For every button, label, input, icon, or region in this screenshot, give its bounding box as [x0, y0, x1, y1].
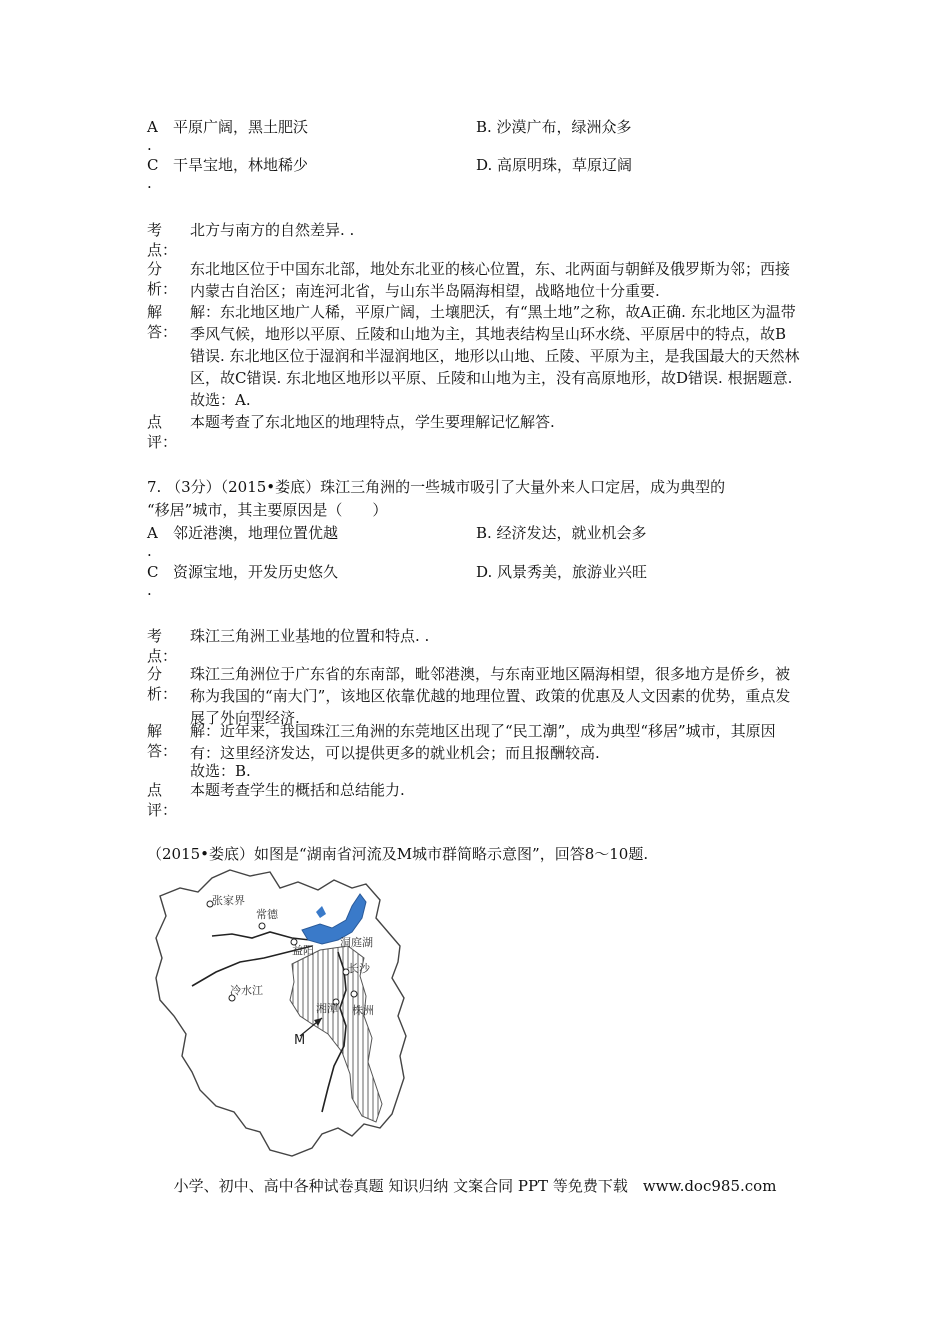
dianping-text: 本题考查了东北地区的地理特点，学生要理解记忆解答. [190, 413, 555, 431]
jieda-label: 解答： [147, 303, 178, 341]
kaodian-text: 珠江三角洲工业基地的位置和特点. . [190, 627, 430, 645]
jieda-text: 解：东北地区地广人稀，平原广阔，土壤肥沃，有“黑土地”之称，故A正确. 东北地区为温带季风气候，地形以平原、丘陵和山地为主，其地表结构呈山环水绕、平原居中的特点，故B错误. 东北地区位于湿润和半湿润地区，地形以山地、丘陵、平原为主，是我国最大的天然林区，故C错误. 东北地区地形以平原、丘陵和山地为主，没有高原地形，故D错误. 根据题意. [190, 303, 800, 387]
dianping-text: 本题考查学生的概括和总结能力. [190, 781, 405, 799]
hunan-river-map [152, 866, 414, 1162]
jieda-text: 解：近年来，我国珠江三角洲的东莞地区出现了“民工潮”，成为典型“移居”城市，其原因有：这里经济发达，可以提供更多的就业机会；而且报酬较高. [190, 722, 776, 762]
option-dot: . [147, 174, 152, 192]
dianping-label: 点评： [147, 781, 178, 819]
jieda-label: 解答： [147, 722, 178, 760]
page-footer: 小学、初中、高中各种试卷真题 知识归纳 文案合同 PPT 等免费下载 www.doc985.com [173, 1177, 777, 1195]
fenxi-label: 分析： [147, 665, 178, 703]
question-7-stem-line1: 7. （3分）（2015•娄底）珠江三角洲的一些城市吸引了大量外来人口定居，成为典型的 [147, 478, 726, 496]
option-d: D. 风景秀美，旅游业兴旺 [476, 563, 648, 581]
label-xiangtan: 湘潭 [316, 1002, 338, 1015]
question-7-stem-line2: “移居”城市，其主要原因是（ ） [147, 501, 388, 519]
map-question-intro: （2015•娄底）如图是“湖南省河流及M城市群简略示意图”，回答8～10题. [147, 845, 649, 863]
label-changsha: 长沙 [348, 962, 370, 975]
option-d: D. 高原明珠，草原辽阔 [476, 156, 633, 174]
option-b: B. 经济发达，就业机会多 [476, 524, 647, 542]
option-c-letter: C [147, 563, 159, 581]
option-c: 干旱宝地，林地稀少 [173, 156, 309, 174]
kaodian-label: 考点： [147, 221, 178, 259]
option-a: 邻近港澳，地理位置优越 [173, 524, 339, 542]
option-a-letter: A [147, 118, 158, 136]
lake-small [316, 906, 326, 918]
label-lengshuijiang: 冷水江 [230, 984, 263, 997]
option-a-letter: A [147, 524, 158, 542]
label-dongtinghu: 洞庭湖 [340, 936, 373, 949]
city-marker-zhuzhou [351, 991, 357, 997]
option-a: 平原广阔，黑土肥沃 [173, 118, 309, 136]
dianping-label: 点评： [147, 413, 178, 451]
label-m: M [294, 1033, 306, 1048]
answer-choice: 故选：A. [190, 391, 251, 409]
option-c: 资源宝地，开发历史悠久 [173, 563, 339, 581]
fenxi-text: 东北地区位于中国东北部，地处东北亚的核心位置，东、北两面与朝鲜及俄罗斯为邻；西接内蒙古自治区；南连河北省，与山东半岛隔海相望，战略地位十分重要. [190, 260, 791, 300]
kaodian-text: 北方与南方的自然差异. . [190, 221, 355, 239]
label-zhuzhou: 株洲 [352, 1004, 374, 1017]
option-dot: . [147, 581, 152, 599]
city-marker-changde [259, 923, 265, 929]
option-c-letter: C [147, 156, 159, 174]
label-yiyang: 益阳 [292, 944, 314, 957]
answer-choice: 故选：B. [190, 762, 251, 780]
kaodian-label: 考点： [147, 627, 178, 665]
option-dot: . [147, 136, 152, 154]
label-zhangjiajie: 张家界 [212, 894, 245, 907]
label-changde: 常德 [256, 908, 278, 921]
option-b: B. 沙漠广布，绿洲众多 [476, 118, 632, 136]
option-dot: . [147, 542, 152, 560]
fenxi-label: 分析： [147, 260, 178, 298]
fenxi-text: 珠江三角洲位于广东省的东南部，毗邻港澳，与东南亚地区隔海相望，很多地方是侨乡，被称为我国的“南大门”，该地区依靠优越的地理位置、政策的优惠及人文因素的优势，重点发展了外向型经济. [190, 665, 791, 727]
